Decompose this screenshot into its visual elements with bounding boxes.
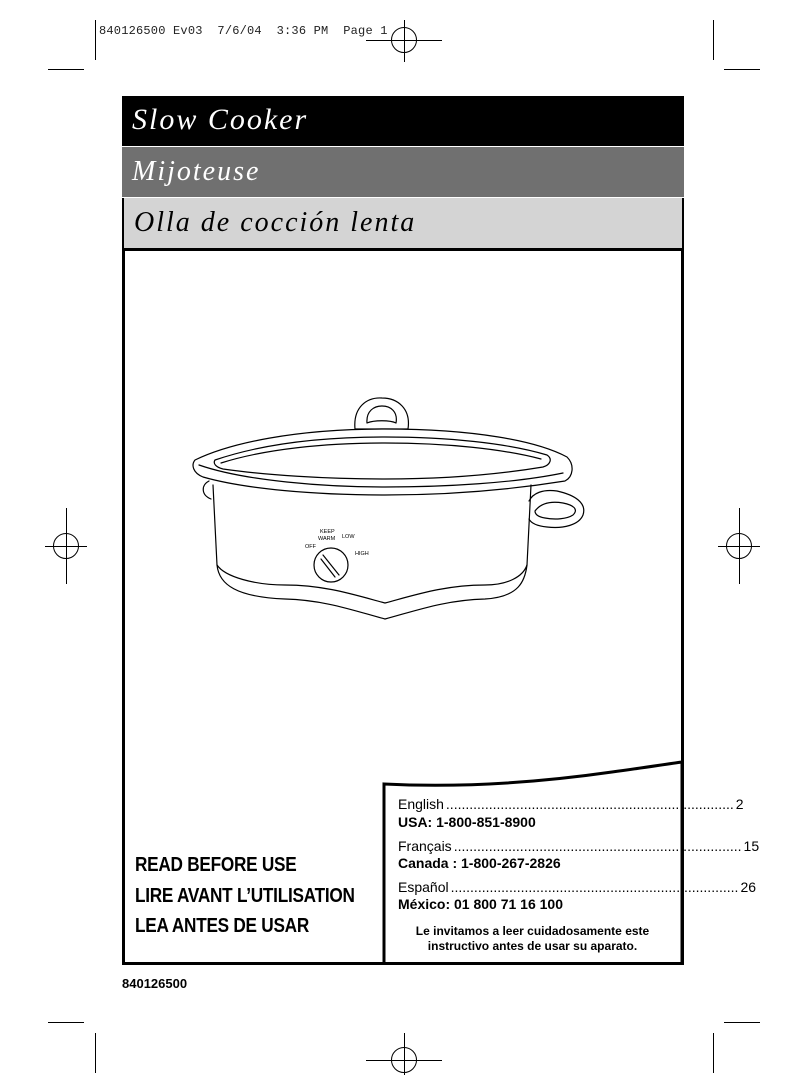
read-before-spanish: LEA ANTES DE USAR <box>135 915 310 937</box>
title-french: Mijoteuse <box>132 156 261 187</box>
language-name: Français <box>398 838 452 854</box>
language-page: 15 <box>743 838 760 854</box>
crop-mark <box>95 20 96 60</box>
title-spanish-band <box>122 198 684 248</box>
slow-cooker-illustration <box>185 385 595 640</box>
dial-label-low: LOW <box>342 534 355 540</box>
crop-mark <box>713 20 714 60</box>
crop-mark <box>724 69 760 70</box>
title-spanish: Olla de cocción lenta <box>134 207 417 238</box>
read-before-french: LIRE AVANT L’UTILISATION <box>135 885 355 907</box>
language-row-french[interactable] <box>398 838 760 854</box>
phone-mexico: México: 01 800 71 16 100 <box>398 896 564 912</box>
language-row-spanish[interactable] <box>398 879 757 895</box>
registration-line <box>739 508 740 584</box>
language-name: English <box>398 796 444 812</box>
title-english: Slow Cooker <box>132 103 309 136</box>
spanish-note <box>390 924 675 954</box>
read-before-english: READ BEFORE USE <box>135 854 297 876</box>
crop-mark <box>95 1033 96 1073</box>
dial-label-warm: WARM <box>318 536 336 542</box>
registration-line <box>404 1033 405 1075</box>
dial-label-high: HIGH <box>355 551 369 557</box>
language-name: Español <box>398 879 449 895</box>
title-english-band <box>122 96 684 146</box>
title-french-band <box>122 147 684 197</box>
crop-mark <box>724 1022 760 1023</box>
crop-mark <box>48 69 84 70</box>
dial-label-off: OFF <box>305 544 316 550</box>
crop-mark <box>713 1033 714 1073</box>
language-page: 26 <box>740 879 757 895</box>
dial-label-keep: KEEP <box>320 529 335 535</box>
language-row-english[interactable] <box>398 796 744 812</box>
leader-dots: .......................................................................... <box>445 796 734 812</box>
phone-usa: USA: 1-800-851-8900 <box>398 814 536 830</box>
phone-canada: Canada : 1-800-267-2826 <box>398 855 561 871</box>
part-number: 840126500 <box>122 976 188 991</box>
leader-dots: .......................................................................... <box>453 838 742 854</box>
registration-line <box>66 508 67 584</box>
printer-slug: 840126500 Ev03 7/6/04 3:36 PM Page 1 <box>99 24 388 38</box>
language-page: 2 <box>735 796 744 812</box>
note-line-2: instructivo antes de usar su aparato. <box>427 939 638 953</box>
registration-line <box>404 20 405 62</box>
leader-dots: .......................................................................... <box>450 879 739 895</box>
note-line-1: Le invitamos a leer cuidadosamente este <box>415 924 650 938</box>
crop-mark <box>48 1022 84 1023</box>
